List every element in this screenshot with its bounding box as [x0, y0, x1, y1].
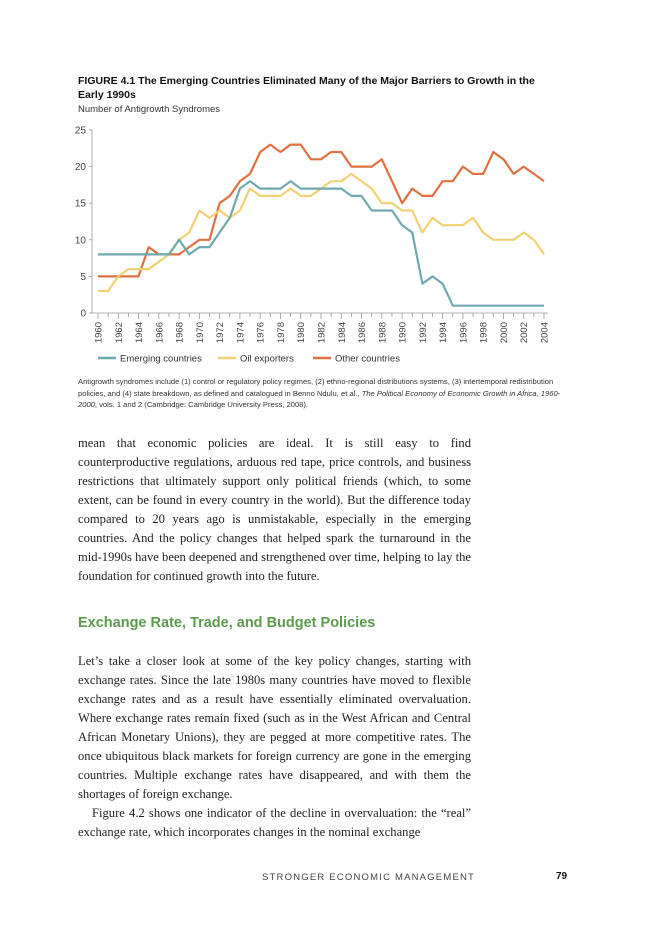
- x-tick-label: 1976: [255, 322, 267, 344]
- body-paragraph-2: Let’s take a closer look at some of the key policy changes, starting with exchange rates. Since the late 1980s many countries have moved to flexible exchange rates and as a result have essentially eliminated overvaluation. Where exchange rates remain fixed (such as in the West African and Central African Monetary Unions), they are pegged at more competitive rates. The once ubiquitous black markets for foreign currency are gone in the emerging countries. Multiple exchange rates have disappeared, and with them the shortages of foreign exchange.: [78, 654, 471, 801]
- x-tick-label: 1982: [316, 322, 328, 344]
- legend-label: Oil exporters: [240, 353, 294, 365]
- caption-suffix: , vols. 1 and 2 (Cambridge: Cambridge University Press, 2008).: [94, 400, 309, 409]
- y-tick-label: 20: [74, 162, 86, 174]
- line-chart: [0, 0, 650, 380]
- caption-book-title: The Political Economy of Economic Growth in Africa, 1960-2000: [78, 388, 561, 409]
- page-number: 79: [556, 871, 568, 882]
- x-tick-label: 2002: [519, 322, 531, 344]
- x-tick-label: 2004: [539, 322, 551, 344]
- legend-label: Emerging countries: [120, 353, 202, 365]
- x-tick-label: 1984: [336, 322, 348, 344]
- x-tick-label: 1962: [113, 322, 125, 344]
- section-heading: Exchange Rate, Trade, and Budget Policies: [78, 615, 376, 631]
- x-tick-label: 1960: [93, 322, 105, 344]
- y-tick-label: 25: [74, 125, 86, 137]
- x-tick-label: 1988: [377, 322, 389, 344]
- x-tick-label: 1972: [215, 322, 227, 344]
- body-paragraph-3: Figure 4.2 shows one indicator of the decline in overvaluation: the “real” exchange rate, which incorporates changes in the nominal exchange: [78, 806, 471, 839]
- series-line-oil-exporters: [98, 174, 544, 291]
- x-tick-label: 2000: [498, 322, 510, 344]
- legend-label: Other countries: [335, 353, 400, 365]
- x-tick-label: 1996: [458, 322, 470, 344]
- body-paragraph-1-container: [78, 434, 471, 586]
- x-tick-label: 1990: [397, 322, 409, 344]
- body-paragraph-1: mean that economic policies are ideal. It is still easy to find counterproductive regulations, arduous red tape, price controls, and business restrictions that ultimately support only political friends (which, to some extent, can be found in every country in the world). But the difference today compared to 20 years ago is unmistakable, especially in the emerging countries. And the policy changes that helped spark the turnaround in the mid-1990s have been deepened and strengthened over time, helping to lay the foundation for continued growth into the future.: [78, 436, 471, 583]
- y-axis-label: Number of Antigrowth Syndromes: [78, 104, 221, 115]
- y-tick-label: 15: [74, 198, 86, 210]
- x-tick-label: 1966: [154, 322, 166, 344]
- figure-caption: [78, 376, 570, 411]
- x-tick-label: 1968: [174, 322, 186, 344]
- y-tick-label: 5: [80, 271, 86, 283]
- x-tick-label: 1964: [134, 322, 146, 344]
- y-tick-label: 0: [80, 308, 86, 320]
- x-tick-label: 1998: [478, 322, 490, 344]
- x-tick-label: 1992: [417, 322, 429, 344]
- series-line-emerging-countries: [98, 181, 544, 306]
- figure-title: FIGURE 4.1 The Emerging Countries Eliminated Many of the Major Barriers to Growth in the Early 1990s: [78, 75, 535, 101]
- caption-prefix: Antigrowth syndromes include (1) control or regulatory policy regimes, (2) ethno-regional distributions systems, (3) intertemporal redistribution policies, and (4) state breakdown, as defined and catalogued in Benno Ndulu, et al.,: [78, 377, 554, 398]
- y-tick-label: 10: [74, 235, 86, 247]
- body-paragraphs-container: [78, 652, 471, 842]
- x-tick-label: 1980: [296, 322, 308, 344]
- running-footer-title: STRONGER ECONOMIC MANAGEMENT: [262, 872, 476, 883]
- x-tick-label: 1970: [194, 322, 206, 344]
- x-tick-label: 1986: [357, 322, 369, 344]
- x-tick-label: 1994: [438, 322, 450, 344]
- x-tick-label: 1978: [275, 322, 287, 344]
- x-tick-label: 1974: [235, 322, 247, 344]
